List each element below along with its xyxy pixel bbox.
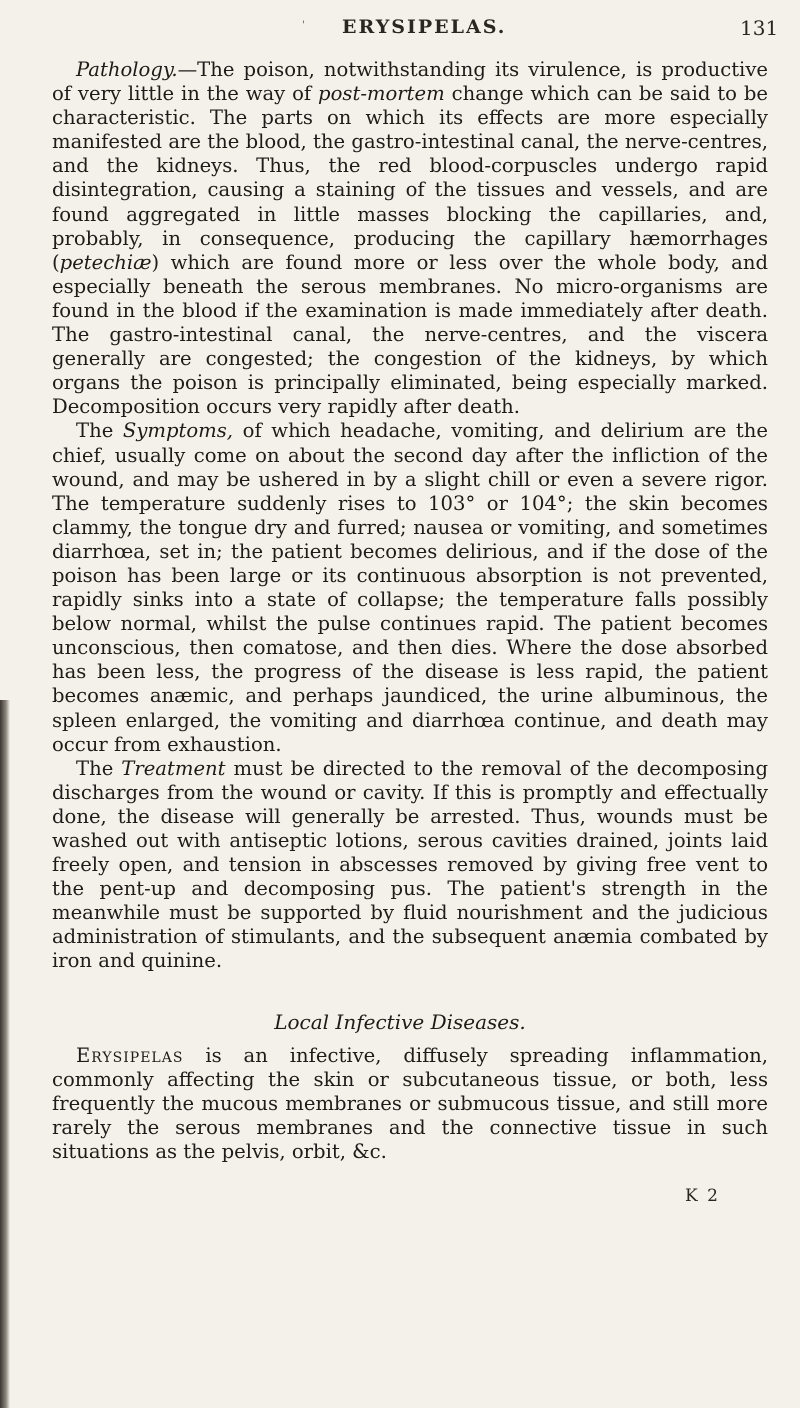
paragraph-symptoms bbox=[52, 419, 768, 756]
pathology-text-3: ) which are found more or less over the whole body, and especially beneath the serous membranes. No micro-organisms are found in the blood if the examination is made immediately after death. The gastro-intestinal canal, the nerve-centres, and the viscera generally are congested; the congestion of the kidneys, by which organs the poison is principally eliminated, being especially marked. Decomposition occurs very rapidly after death. bbox=[52, 250, 768, 419]
pathology-text-1: —The poison, notwithstanding its virulence, is productive of very little in the way of bbox=[52, 58, 768, 106]
signature-mark: K 2 bbox=[685, 1186, 720, 1206]
treatment-lead: Treatment bbox=[121, 756, 226, 780]
postmortem-term: post-mortem bbox=[318, 82, 445, 106]
main-text bbox=[52, 58, 768, 974]
erysipelas-text: is an infective, diffusely spreading inflammation, commonly affecting the skin or subcutaneous tissue, or both, less frequently the mucous membranes or submucous tissue, and still more rarely the serous membranes and the connective tissue in such situations as the pelvis, orbit, &c. bbox=[52, 1044, 768, 1164]
pathology-text-2: change which can be said to be characteristic. The parts on which its effects are more especially manifested are the blood, the gastro-intestinal canal, the nerve-centres, and the kidneys. Thus, the red blood-corpuscles undergo rapid disintegration, causing a staining of the tissues and vessels, and are found aggregated in little masses blocking the capillaries, and, probably, in consequence, producing the capillary hæmorrhages ( bbox=[52, 82, 768, 274]
treatment-text-1: The bbox=[76, 756, 122, 780]
treatment-text-2: must be directed to the removal of the decomposing discharges from the wound or cavity. If this is promptly and effectually done, the disease will generally be arrested. Thus, wounds must be washed out with antiseptic lotions, serous cavities drained, joints laid freely open, and tension in abscesses removed by giving free vent to the pent-up and decomposing pus. The patient's strength in the meanwhile must be supported by fluid nourishment and the judicious administration of stimulants, and the subsequent anæmia combated by iron and quinine. bbox=[52, 756, 769, 973]
symptoms-text-1: The bbox=[76, 419, 123, 443]
paragraph-treatment bbox=[52, 757, 768, 974]
local-diseases-text bbox=[52, 1044, 768, 1164]
page-number: 131 bbox=[740, 16, 779, 40]
running-header bbox=[0, 16, 800, 46]
symptoms-text-2: of which headache, vomiting, and delirium are the chief, usually come on about the second day after the infliction of the wound, and may be ushered in by a slight chill or even a severe rigor. The temperature suddenly rises to 103° or 104°; the skin becomes clammy, the tongue dry and furred; nausea or vomiting, and sometimes diarrhœa, set in; the patient becomes delirious, and if the dose of the poison has been large or its continuous absorption is not prevented, rapidly sinks into a state of collapse; the temperature falls possibly below normal, whilst the pulse continues rapid. The patient becomes unconscious, then comatose, and then dies. Where the dose absorbed has been less, the progress of the disease is less rapid, the patient becomes anæmic, and perhaps jaundiced, the urine albuminous, the spleen enlarged, the vomiting and diarrhœa continue, and death may occur from exhaustion. bbox=[52, 419, 769, 756]
header-mark: ' bbox=[302, 20, 305, 31]
page-edge-shadow bbox=[0, 700, 10, 1408]
paragraph-erysipelas bbox=[52, 1044, 768, 1164]
section-heading: Local Infective Diseases. bbox=[274, 1010, 526, 1034]
symptoms-lead: Symptoms, bbox=[122, 419, 234, 443]
pathology-lead: Pathology. bbox=[76, 58, 178, 81]
erysipelas-lead: Erysipelas bbox=[76, 1044, 184, 1067]
paragraph-pathology bbox=[52, 58, 768, 419]
running-title: ERYSIPELAS. bbox=[342, 16, 507, 38]
petechiae-term: petechiæ bbox=[59, 250, 152, 274]
